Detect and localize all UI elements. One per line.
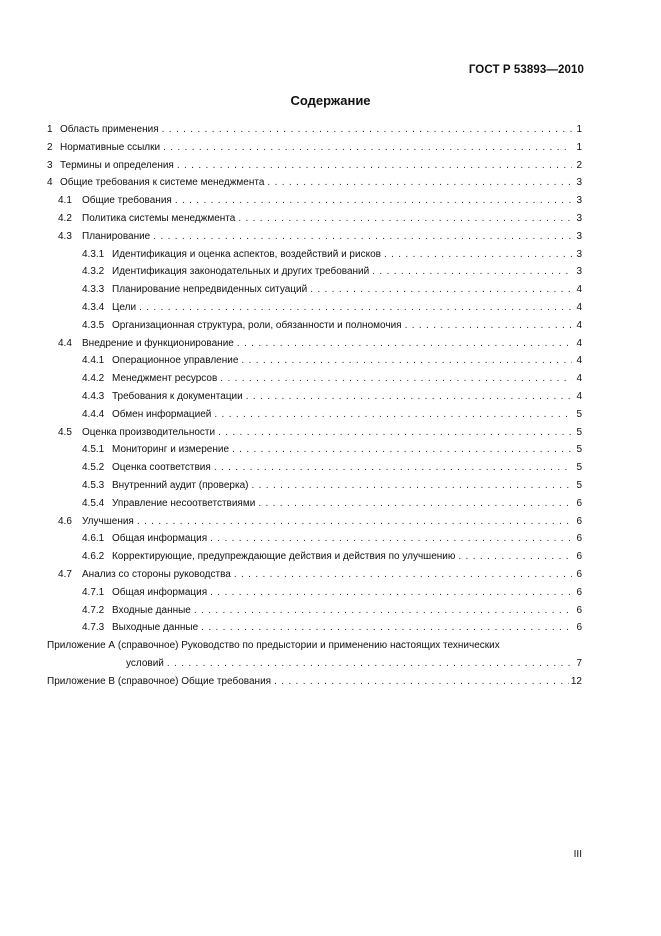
toc-entry-title: Операционное управление — [112, 355, 239, 367]
toc-entry-number: 4.4.4 — [82, 408, 105, 420]
toc-entry-title: Планирование непредвиденных ситуаций — [112, 284, 308, 296]
table-of-contents — [0, 121, 661, 691]
toc-entry-title: Термины и определения — [60, 159, 174, 171]
toc-entry-page: 6 — [576, 551, 582, 563]
dot-leader — [210, 584, 572, 602]
dot-leader — [194, 602, 572, 620]
toc-appendix-a-line2[interactable] — [0, 655, 661, 673]
dot-leader — [267, 174, 572, 192]
toc-entry-page: 4 — [576, 284, 582, 296]
dot-leader — [214, 406, 572, 424]
toc-entry-page: 3 — [576, 177, 582, 189]
dot-leader — [237, 335, 572, 353]
toc-appendix-a-title-cont: условий — [126, 657, 164, 669]
toc-entry-4-7-1[interactable] — [0, 584, 661, 602]
dot-leader — [405, 317, 572, 335]
toc-entry-title: Выходные данные — [112, 622, 199, 634]
toc-entry-number: 4.3.1 — [82, 248, 105, 260]
toc-entry-page: 5 — [576, 479, 582, 491]
toc-entry-4-3-5[interactable] — [0, 317, 661, 335]
toc-entry-number: 2 — [47, 141, 53, 153]
toc-entry-title: Организационная структура, роли, обязанности и полномочия — [112, 319, 402, 331]
toc-entry-title: Внутренний аудит (проверка) — [112, 479, 249, 491]
toc-entry-4-1[interactable] — [0, 192, 661, 210]
dot-leader — [220, 370, 572, 388]
toc-entry-1[interactable] — [0, 121, 661, 139]
toc-entry-4[interactable] — [0, 174, 661, 192]
toc-entry-number: 4.5.4 — [82, 497, 105, 509]
toc-entry-4-7-2[interactable] — [0, 602, 661, 620]
dot-leader — [163, 139, 572, 157]
toc-entry-4-7[interactable] — [0, 566, 661, 584]
toc-entry-page: 6 — [576, 497, 582, 509]
toc-entry-title: Мониторинг и измерение — [112, 444, 230, 456]
toc-entry-4-3-3[interactable] — [0, 281, 661, 299]
toc-entry-page: 2 — [576, 159, 582, 171]
toc-entry-number: 4.3.2 — [82, 266, 105, 278]
toc-entry-title: Анализ со стороны руководства — [82, 568, 231, 580]
toc-entry-number: 4.7.2 — [82, 604, 105, 616]
toc-entry-3[interactable] — [0, 157, 661, 175]
toc-appendix-b[interactable] — [0, 673, 661, 691]
toc-entry-title: Оценка соответствия — [112, 462, 211, 474]
toc-entry-title: Идентификация и оценка аспектов, воздействий и рисков — [112, 248, 381, 260]
toc-entry-number: 4.2 — [58, 212, 72, 224]
dot-leader — [153, 228, 572, 246]
toc-entry-number: 1 — [47, 124, 53, 135]
toc-entry-2[interactable] — [0, 139, 661, 157]
toc-entry-4-4[interactable] — [0, 335, 661, 353]
toc-entry-title: Улучшения — [82, 515, 134, 527]
dot-leader — [458, 548, 572, 566]
toc-entry-page: 3 — [576, 266, 582, 278]
toc-entry-4-5[interactable] — [0, 424, 661, 442]
toc-entry-page: 5 — [576, 426, 582, 438]
toc-entry-number: 4.6.2 — [82, 551, 105, 563]
toc-entry-number: 4.5 — [58, 426, 72, 438]
toc-entry-title: Нормативные ссылки — [60, 141, 161, 153]
dot-leader — [258, 495, 572, 513]
dot-leader — [139, 299, 572, 317]
dot-leader — [137, 513, 572, 531]
toc-entry-title: Требования к документации — [112, 390, 243, 402]
toc-entry-page: 6 — [576, 533, 582, 545]
toc-entry-page: 4 — [576, 355, 582, 367]
toc-entry-page: 3 — [576, 230, 582, 242]
toc-entry-page: 1 — [576, 141, 582, 153]
dot-leader — [218, 424, 572, 442]
toc-entry-4-4-2[interactable] — [0, 370, 661, 388]
toc-entry-title: Обмен информацией — [112, 408, 212, 420]
toc-entry-title: Планирование — [82, 230, 151, 242]
page-number: III — [573, 849, 582, 860]
toc-entry-title: Общая информация — [112, 533, 208, 545]
toc-entry-number: 4.6.1 — [82, 533, 105, 545]
toc-entry-page: 3 — [576, 212, 582, 224]
toc-entry-4-3-4[interactable] — [0, 299, 661, 317]
dot-leader — [167, 655, 572, 673]
toc-entry-4-2[interactable] — [0, 210, 661, 228]
toc-entry-title: Общая информация — [112, 586, 208, 598]
toc-entry-4-6-1[interactable] — [0, 530, 661, 548]
toc-entry-4-3[interactable] — [0, 228, 661, 246]
toc-entry-4-5-3[interactable] — [0, 477, 661, 495]
dot-leader — [201, 619, 572, 637]
toc-entry-title: Цели — [112, 301, 137, 313]
toc-entry-4-3-2[interactable] — [0, 263, 661, 281]
toc-entry-page: 4 — [576, 373, 582, 385]
dot-leader — [251, 477, 572, 495]
dot-leader — [246, 388, 572, 406]
dot-leader — [384, 246, 572, 264]
toc-entry-4-3-1[interactable] — [0, 246, 661, 264]
toc-entry-page: 5 — [576, 462, 582, 474]
toc-entry-number: 4.4.1 — [82, 355, 105, 367]
toc-entry-title: Оценка производительности — [82, 426, 216, 438]
dot-leader — [274, 673, 569, 691]
toc-entry-page: 1 — [576, 124, 582, 135]
toc-entry-page: 3 — [576, 195, 582, 207]
toc-entry-4-5-1[interactable] — [0, 441, 661, 459]
toc-entry-number: 4.3.4 — [82, 301, 105, 313]
dot-leader — [162, 121, 572, 139]
toc-entry-number: 4.7 — [58, 568, 72, 580]
toc-entry-page: 4 — [576, 319, 582, 331]
toc-entry-4-4-1[interactable] — [0, 352, 661, 370]
toc-entry-page: 4 — [576, 390, 582, 402]
dot-leader — [241, 352, 572, 370]
toc-entry-page: 6 — [576, 586, 582, 598]
toc-entry-4-5-2[interactable] — [0, 459, 661, 477]
toc-entry-title: Управление несоответствиями — [112, 497, 256, 509]
toc-entry-title: Идентификация законодательных и других требований — [112, 266, 370, 278]
toc-entry-page: 5 — [576, 444, 582, 456]
toc-entry-4-4-4[interactable] — [0, 406, 661, 424]
toc-title: Содержание — [290, 93, 371, 108]
toc-entry-4-6[interactable] — [0, 513, 661, 531]
toc-entry-number: 4.5.2 — [82, 462, 105, 474]
toc-entry-number: 4.5.3 — [82, 479, 105, 491]
toc-entry-page: 4 — [576, 337, 582, 349]
toc-entry-number: 4.4.3 — [82, 390, 105, 402]
toc-entry-title: Общие требования — [82, 195, 172, 207]
dot-leader — [214, 459, 572, 477]
toc-entry-number: 3 — [47, 159, 53, 171]
toc-entry-title: Менеджмент ресурсов — [112, 373, 218, 385]
toc-entry-page: 6 — [576, 604, 582, 616]
toc-entry-page: 6 — [576, 568, 582, 580]
toc-entry-4-6-2[interactable] — [0, 548, 661, 566]
toc-entry-4-7-3[interactable] — [0, 619, 661, 637]
toc-appendix-a-title: Приложение А (справочное) Руководство по предыстории и применению настоящих технических — [47, 640, 500, 652]
dot-leader — [238, 210, 572, 228]
toc-entry-title: Общие требования к системе менеджмента — [60, 177, 265, 189]
document-code: ГОСТ Р 53893—2010 — [468, 64, 584, 76]
toc-entry-page: 6 — [576, 622, 582, 634]
toc-entry-title: Корректирующие, предупреждающие действия и действия по улучшению — [112, 551, 456, 563]
dot-leader — [177, 157, 572, 175]
toc-entry-page: 7 — [576, 657, 582, 669]
toc-entry-page: 4 — [576, 301, 582, 313]
toc-entry-page: 12 — [570, 675, 582, 687]
toc-entry-number: 4.4.2 — [82, 373, 105, 385]
toc-entry-page: 3 — [576, 248, 582, 260]
toc-appendix-a-line1[interactable] — [0, 637, 661, 655]
dot-leader — [372, 263, 572, 281]
toc-entry-number: 4.5.1 — [82, 444, 105, 456]
toc-entry-number: 4.3.5 — [82, 319, 105, 331]
toc-entry-number: 4.1 — [58, 195, 72, 207]
toc-entry-number: 4.7.3 — [82, 622, 105, 634]
toc-entry-number: 4.6 — [58, 515, 72, 527]
toc-entry-title: Входные данные — [112, 604, 191, 616]
toc-entry-title: Внедрение и функционирование — [82, 337, 234, 349]
toc-entry-number: 4 — [47, 177, 53, 189]
toc-appendix-b-title: Приложение В (справочное) Общие требования — [47, 675, 272, 687]
dot-leader — [175, 192, 572, 210]
dot-leader — [210, 530, 572, 548]
dot-leader — [310, 281, 572, 299]
toc-entry-title: Область применения — [60, 124, 159, 135]
toc-entry-4-5-4[interactable] — [0, 495, 661, 513]
toc-entry-page: 5 — [576, 408, 582, 420]
dot-leader — [232, 441, 572, 459]
toc-entry-page: 6 — [576, 515, 582, 527]
toc-entry-number: 4.3.3 — [82, 284, 105, 296]
toc-entry-title: Политика системы менеджмента — [82, 212, 236, 224]
toc-entry-number: 4.7.1 — [82, 586, 105, 598]
toc-entry-4-4-3[interactable] — [0, 388, 661, 406]
toc-entry-number: 4.3 — [58, 230, 72, 242]
dot-leader — [234, 566, 572, 584]
toc-entry-number: 4.4 — [58, 337, 72, 349]
